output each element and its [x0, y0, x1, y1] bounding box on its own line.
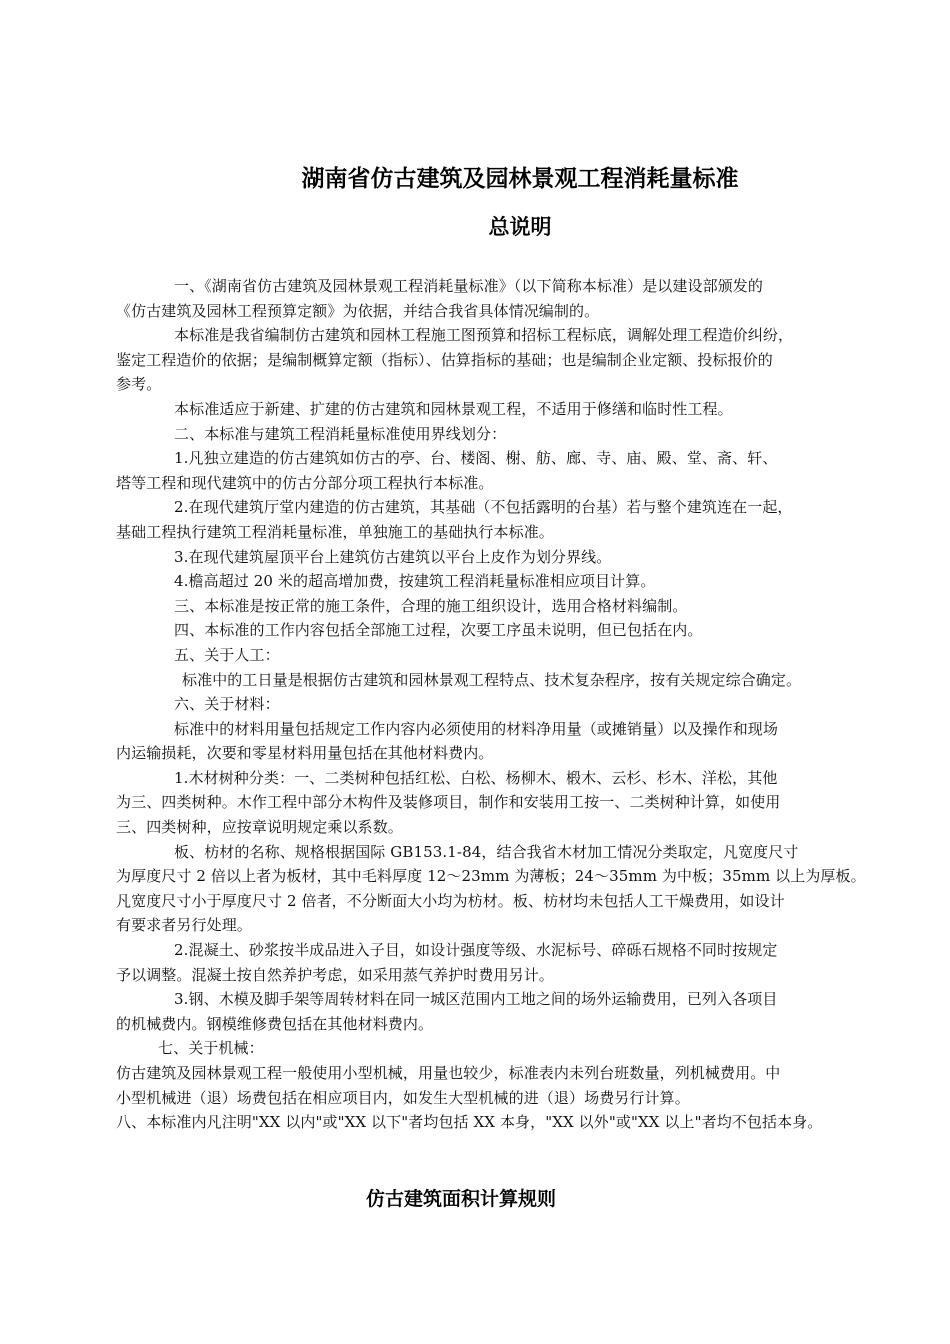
paragraph-line: 仿古建筑及园林景观工程一般使用小型机械，用量也较少，标准表内未列台班数量，列机械费用。中	[116, 1064, 781, 1082]
paragraph-line: 三、本标准是按正常的施工条件，合理的施工组织设计，选用合格材料编制。	[174, 596, 688, 615]
paragraph-line: 3.钢、木模及脚手架等周转材料在同一城区范围内工地之间的场外运输费用，已列入各项目	[174, 990, 778, 1009]
paragraph-line: 小型机械进（退）场费包括在相应项目内，如发生大型机械的进（退）场费另行计算。	[116, 1088, 690, 1107]
paragraph-line: 予以调整。混凝土按自然养护考虑，如采用蒸气养护时费用另计。	[116, 965, 554, 984]
paragraph-line: 八、本标准内凡注明"XX 以内"或"XX 以下"者均包括 XX 本身，"XX 以外"或"XX 以上"者均不包括本身。	[116, 1113, 823, 1132]
paragraph-line: 的机械费内。钢模维修费包括在其他材料费内。	[116, 1014, 434, 1033]
paragraph-line: 一、《湖南省仿古建筑及园林景观工程消耗量标准》（以下简称本标准）是以建设部颁发的	[174, 277, 764, 295]
paragraph-line: 六、关于材料：	[174, 695, 280, 714]
paragraph-line: 标准中的工日量是根据仿古建筑和园林景观工程特点、技术复杂程序，按有关规定综合确定。	[182, 670, 802, 689]
paragraph-line: 为厚度尺寸 2 倍以上者为板材，其中毛料厚度 12～23mm 为薄板；24～35mm 为中板；35mm 以上为厚板。	[116, 867, 866, 886]
paragraph-line: 凡宽度尺寸小于厚度尺寸 2 倍者，不分断面大小均为枋材。板、枋材均未包括人工干燥费用，如设计	[116, 891, 785, 910]
paragraph-line: 鉴定工程造价的依据；是编制概算定额（指标）、估算指标的基础；也是编制企业定额、投标报价的	[116, 350, 773, 369]
paragraph-line: 基础工程执行建筑工程消耗量标准，单独施工的基础执行本标准。	[116, 522, 554, 541]
paragraph-line: 有要求者另行处理。	[116, 916, 252, 935]
paragraph-line: 4.檐高超过 20 米的超高增加费，按建筑工程消耗量标准相应项目计算。	[174, 572, 656, 591]
document-body	[116, 274, 866, 1135]
paragraph-line: 1.凡独立建造的仿古建筑如仿古的亭、台、楼阁、榭、舫、廊、寺、庙、殿、堂、斋、轩、	[174, 449, 778, 468]
document-title: 湖南省仿古建筑及园林景观工程消耗量标准	[301, 166, 739, 192]
paragraph-line: 七、关于机械：	[158, 1039, 264, 1058]
paragraph-line: 四、本标准的工作内容包括全部施工过程，次要工序虽未说明，但已包括在内。	[174, 621, 703, 640]
paragraph-line: 3.在现代建筑屋顶平台上建筑仿古建筑以平台上皮作为划分界线。	[174, 547, 612, 566]
paragraph-line: 《仿古建筑及园林工程预算定额》为依据，并结合我省具体情况编制的。	[116, 301, 600, 320]
paragraph-line: 2.在现代建筑厅堂内建造的仿古建筑，其基础（不包括露明的台基）若与整个建筑连在一起，	[174, 498, 793, 517]
paragraph-line: 五、关于人工：	[174, 645, 280, 664]
paragraph-line: 2.混凝土、砂浆按半成品进入子目，如设计强度等级、水泥标号、碎砾石规格不同时按规定	[174, 941, 778, 960]
paragraph-line: 本标准适应于新建、扩建的仿古建筑和园林景观工程，不适用于修缮和临时性工程。	[174, 399, 733, 418]
paragraph-line: 塔等工程和现代建筑中的仿古分部分项工程执行本标准。	[116, 473, 494, 492]
paragraph-line: 三、四类树种，应按章说明规定乘以系数。	[116, 818, 403, 837]
section-title: 仿古建筑面积计算规则	[365, 1188, 556, 1210]
paragraph-line: 内运输损耗，次要和零星材料用量包括在其他材料费内。	[116, 744, 494, 763]
document-subtitle: 总说明	[488, 215, 552, 239]
paragraph-line: 标准中的材料用量包括规定工作内容内必须使用的材料净用量（或摊销量）以及操作和现场	[174, 719, 779, 738]
paragraph-line: 1.木材树种分类：一、二类树种包括红松、白松、杨柳木、椴木、云杉、杉木、洋松，其他	[174, 768, 778, 787]
paragraph-line: 本标准是我省编制仿古建筑和园林工程施工图预算和招标工程标底，调解处理工程造价纠纷，	[174, 326, 794, 345]
paragraph-line: 板、枋材的名称、规格根据国际 GB153.1-84，结合我省木材加工情况分类取定，凡宽度尺寸	[174, 842, 799, 861]
paragraph-line: 参考。	[116, 375, 162, 394]
paragraph-line: 二、本标准与建筑工程消耗量标准使用界线划分：	[174, 424, 507, 443]
paragraph-line: 为三、四类树种。木作工程中部分木构件及装修项目，制作和安装用工按一、二类树种计算，如使用	[116, 793, 781, 812]
